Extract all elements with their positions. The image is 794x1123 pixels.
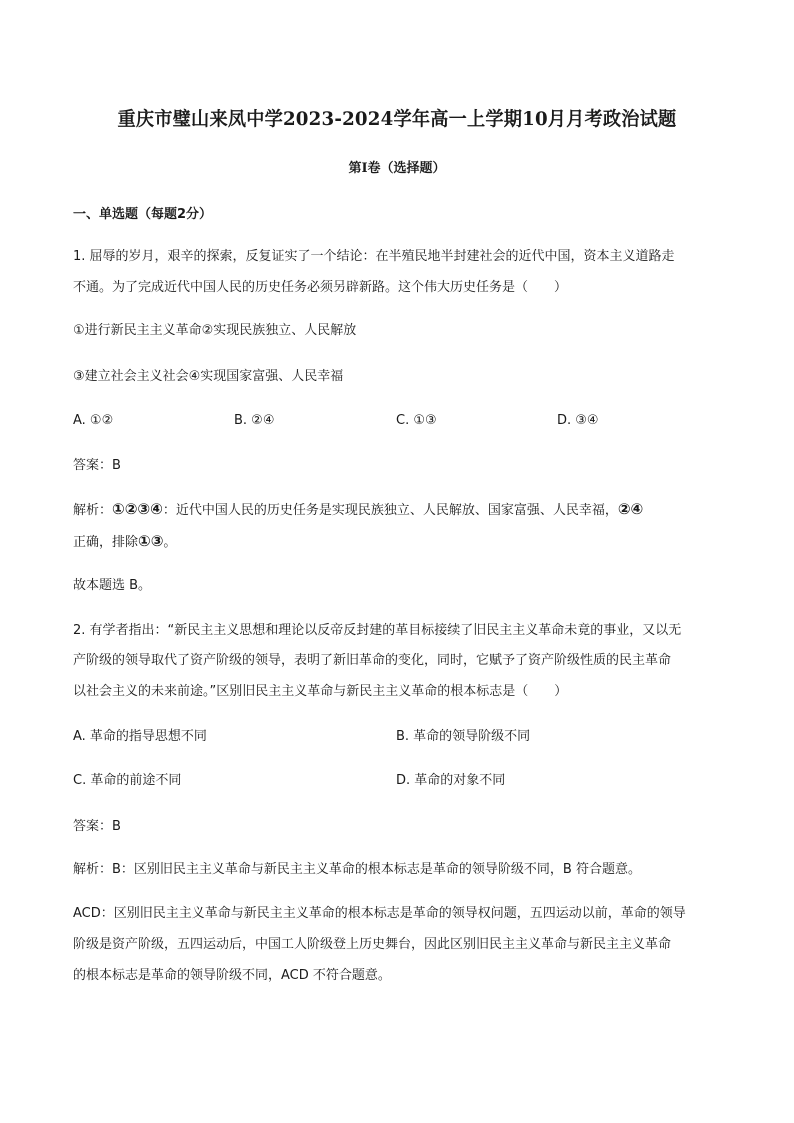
q1-analysis-text: ：近代中国人民的历史任务是实现民族独立、人民解放、国家富强、人民幸福，: [162, 503, 618, 518]
page-title: 重庆市璧山来凤中学2023-2024学年高一上学期10月月考政治试题: [117, 108, 677, 130]
q2-answer: 答案：B: [73, 819, 121, 834]
q1-conclusion: 故本题选 B。: [73, 578, 152, 593]
section-heading: 一、单选题（每题2分）: [73, 207, 213, 222]
q2-analysis-line-1: 解析：B：区别旧民主主义革命与新民主主义革命的根本标志是革命的领导阶级不同，B 符合题意。: [73, 862, 641, 877]
q1-analysis2-prefix: 正确，排除: [73, 535, 139, 550]
q2-analysis-line-3: 阶级是资产阶级，五四运动后，中国工人阶级登上历史舞台，因此区别旧民主主义革命与新民主主义革命: [73, 937, 672, 952]
q1-option-b: B. ②④: [234, 413, 275, 428]
q1-item-line-2: ③建立社会主义社会④实现国家富强、人民幸福: [73, 369, 344, 384]
q2-option-a: A. 革命的指导思想不同: [73, 729, 207, 744]
q1-analysis2-end: 。: [163, 535, 177, 550]
q2-option-b: B. 革命的领导阶级不同: [396, 729, 531, 744]
q1-stem-line-2: 不通。为了完成近代中国人民的历史任务必须另辟新路。这个伟大历史任务是（ ）: [73, 280, 568, 295]
q2-option-d: D. 革命的对象不同: [396, 773, 506, 788]
q2-analysis-line-2: ACD：区别旧民主主义革命与新民主主义革命的根本标志是革命的领导权问题，五四运动以前，革命的领导: [73, 906, 686, 921]
q2-stem-line-1: 2. 有学者指出：“新民主主义思想和理论以反帝反封建的革目标接续了旧民主主义革命未竟的事业，又以无: [73, 623, 682, 638]
q1-answer: 答案：B: [73, 458, 121, 473]
q1-analysis-marks: ①②③④: [112, 500, 163, 518]
q1-analysis-marks-2: ②④: [617, 500, 644, 518]
q2-stem-line-3: 以社会主义的未来前途。”区别旧民主主义革命与新民主主义革命的根本标志是（ ）: [73, 684, 568, 699]
q1-item-line-1: ①进行新民主主义革命②实现民族独立、人民解放: [73, 323, 357, 338]
q2-analysis-line-4: 的根本标志是革命的领导阶级不同，ACD 不符合题意。: [73, 968, 391, 983]
q1-analysis-line-1: [73, 500, 643, 520]
q1-option-a: A. ①②: [73, 413, 114, 428]
volume-heading: 第Ⅰ卷（选择题）: [348, 161, 446, 176]
q1-analysis-line-2: [73, 532, 176, 552]
q2-stem-line-2: 产阶级的领导取代了资产阶级的领导，表明了新旧革命的变化，同时，它赋予了资产阶级性质的民主革命: [73, 653, 672, 668]
q1-option-c: C. ①③: [396, 413, 437, 428]
q1-analysis-prefix: 解析：: [73, 503, 113, 518]
q1-analysis2-marks: ①③: [138, 532, 164, 550]
q2-option-c: C. 革命的前途不同: [73, 773, 182, 788]
q1-stem-line-1: 1. 屈辱的岁月，艰辛的探索，反复证实了一个结论：在半殖民地半封建社会的近代中国，资本主义道路走: [73, 249, 675, 264]
q1-option-d: D. ③④: [557, 413, 599, 428]
